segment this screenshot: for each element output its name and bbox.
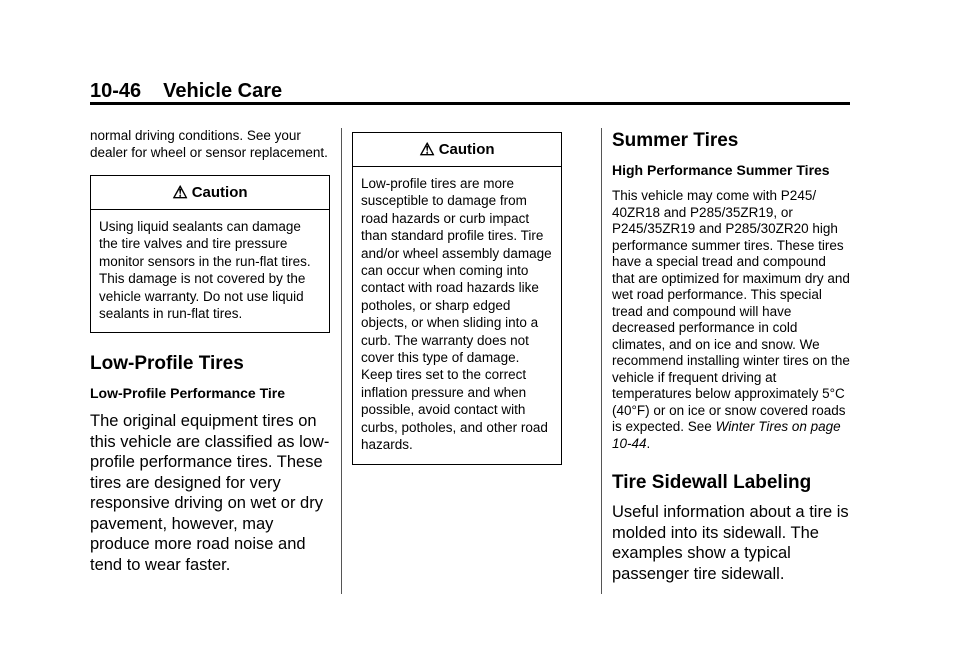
caution-label: Caution xyxy=(191,184,248,201)
section-heading: Summer Tires xyxy=(612,130,739,151)
caution-title xyxy=(353,133,561,167)
header-rule xyxy=(90,102,850,105)
column-left xyxy=(90,128,330,575)
cross-reference-link[interactable]: Winter Tires on page 10-44 xyxy=(612,419,841,451)
body-paragraph: Useful information about a tire is molded into its sidewall. The examples show a typical passenger tire sidewall. xyxy=(612,503,849,583)
section-heading: Tire Sidewall Labeling xyxy=(612,472,812,493)
caution-icon: ⚠ xyxy=(419,140,435,159)
column-divider xyxy=(601,128,602,594)
intro-paragraph: normal driving conditions. See your dealer for wheel or sensor replacement. xyxy=(90,128,328,160)
caution-text: Using liquid sealants can damage the tire valves and tire pressure monitor sensors in the run-flat tires. This damage is not covered by the vehicle warranty. Do not use liquid sealants in run-flat tires. xyxy=(99,219,311,322)
caution-box xyxy=(352,132,562,465)
column-divider xyxy=(341,128,342,594)
page-header xyxy=(90,80,282,103)
subsection-heading: High Performance Summer Tires xyxy=(612,162,830,178)
body-paragraph: This vehicle may come with P245/ 40ZR18 and P285/35ZR19, or P245/35ZR19 and P285/30ZR20 high performance summer tires. These tires have a special tread and compound that are optimized for maximum dry and wet road performance. This special tread and compound will have decreased performance in cold climates, and on ice and snow. We recommend installing winter tires on the vehicle if frequent driving at temperatures below approximately 5°C (40°F) or on ice or snow covered roads is expected. See Winter Tires on page 10-44. xyxy=(612,188,850,451)
caution-label: Caution xyxy=(438,141,495,158)
section-heading: Low-Profile Tires xyxy=(90,353,244,375)
page-number: 10-46 xyxy=(90,80,142,102)
section-title: Vehicle Care xyxy=(163,80,283,102)
column-middle xyxy=(352,132,562,465)
column-right xyxy=(612,130,852,584)
caution-icon: ⚠ xyxy=(172,183,188,202)
caution-title xyxy=(91,176,329,210)
caution-text: Low-profile tires are more susceptible to damage from road hazards or curb impact than standard profile tires. Tire and/or wheel assembly damage can occur when coming into contact with road hazards like potholes, or sharp edged objects, or when sliding into a curb. The warranty does not cover this type of damage. Keep tires set to the correct inflation pressure and when possible, avoid contact with curbs, potholes, and other road hazards. xyxy=(361,176,552,453)
caution-box xyxy=(90,175,330,333)
body-paragraph: The original equipment tires on this vehicle are classified as low-profile performance tires. These tires are designed for very responsive driving on wet or dry pavement, however, may produce more road noise and tend to wear faster. xyxy=(90,412,330,574)
subsection-heading: Low-Profile Performance Tire xyxy=(90,385,286,402)
